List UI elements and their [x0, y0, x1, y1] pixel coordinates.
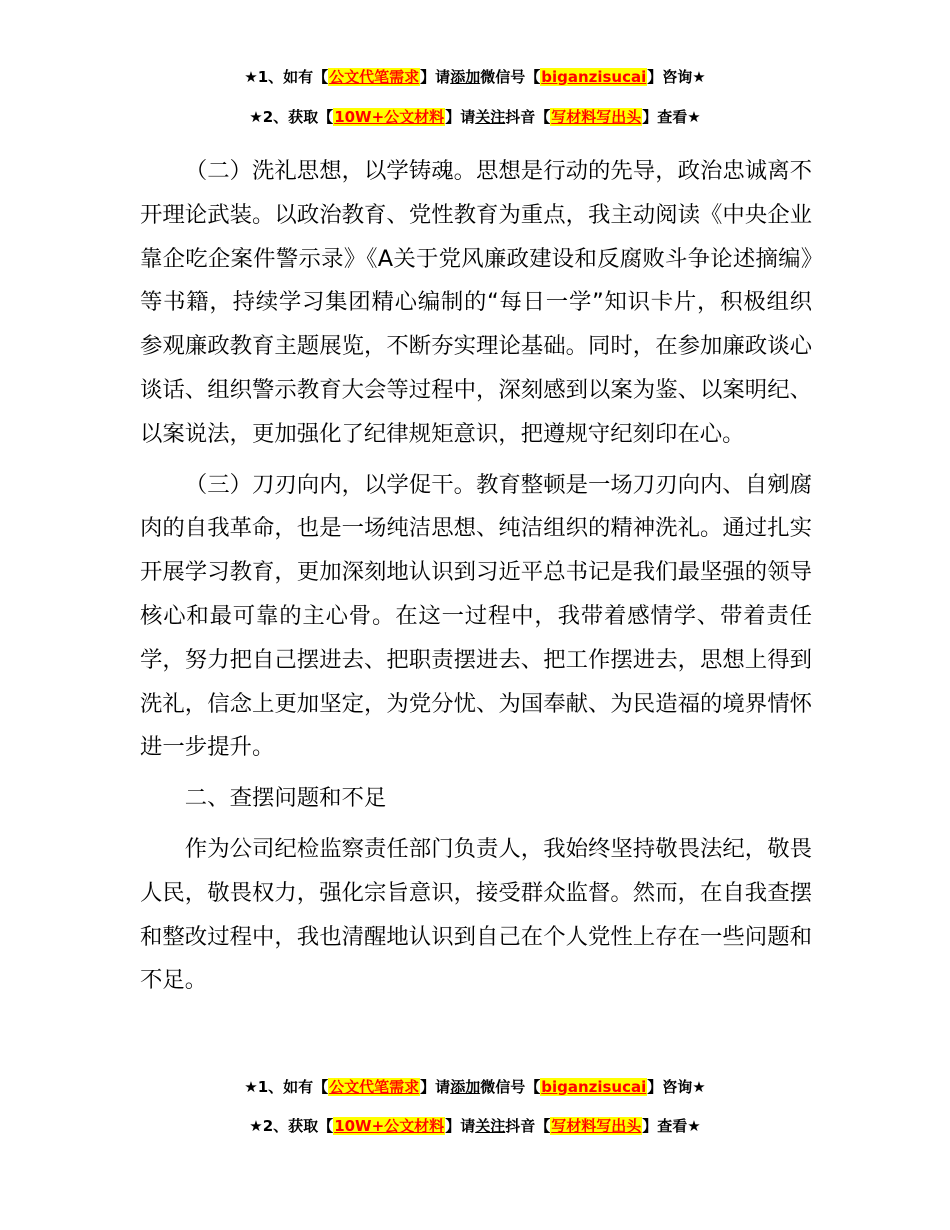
banner-highlight-wechat: biganzisucai	[541, 68, 647, 86]
banner-prefix: ★1、如有【	[244, 1078, 329, 1096]
banner-prefix: ★2、获取【	[249, 1117, 334, 1135]
banner-suffix: 】咨询★	[647, 1078, 706, 1096]
banner-mid: 抖音【	[505, 1117, 551, 1135]
banner-suffix: 】查看★	[642, 1117, 701, 1135]
banner-highlight-service: 公文代笔需求	[329, 1078, 420, 1096]
banner-mid: 】请	[445, 108, 476, 126]
banner-highlight-douyin: 写材料写出头	[551, 108, 642, 126]
banner-mid: 】请	[420, 68, 451, 86]
top-banner-line-2	[0, 106, 950, 128]
bottom-banner-line-1	[0, 1076, 950, 1098]
document-body	[140, 150, 812, 1003]
bottom-banner-line-2	[0, 1115, 950, 1137]
banner-prefix: ★1、如有【	[244, 68, 329, 86]
banner-mid: 抖音【	[505, 108, 551, 126]
banner-mid: 微信号【	[480, 68, 541, 86]
banner-emphasis: 关注	[475, 108, 506, 126]
banner-highlight-douyin: 写材料写出头	[551, 1117, 642, 1135]
banner-highlight-materials: 10W+公文材料	[334, 108, 445, 126]
banner-emphasis: 添加	[450, 68, 481, 86]
banner-mid: 】请	[420, 1078, 451, 1096]
paragraph-self-review: 作为公司纪检监察责任部门负责人，我始终坚持敬畏法纪，敬畏人民，敬畏权力，强化宗旨意识，接受群众监督。然而，在自我查摆和整改过程中，我也清醒地认识到自己在个人党性上存在一些问题和不足。	[140, 835, 812, 994]
section-heading-problems: 二、查摆问题和不足	[184, 785, 387, 812]
banner-prefix: ★2、获取【	[249, 108, 334, 126]
paragraph-blade-inward: （三）刀刃向内，以学促干。教育整顿是一场刀刃向内、自剜腐肉的自我革命，也是一场纯洁思想、纯洁组织的精神洗礼。通过扎实开展学习教育，更加深刻地认识到习近平总书记是我们最坚强的领导核心和最可靠的主心骨。在这一过程中，我带着感情学、带着责任学，努力把自己摆进去、把职责摆进去、把工作摆进去，思想上得到洗礼，信念上更加坚定，为党分忧、为国奉献、为民造福的境界情怀进一步提升。	[140, 471, 812, 761]
banner-highlight-service: 公文代笔需求	[329, 68, 420, 86]
banner-mid: 微信号【	[480, 1078, 541, 1096]
banner-mid: 】请	[445, 1117, 476, 1135]
banner-highlight-wechat: biganzisucai	[541, 1078, 647, 1096]
banner-suffix: 】咨询★	[647, 68, 706, 86]
top-banner-line-1	[0, 66, 950, 88]
banner-suffix: 】查看★	[642, 108, 701, 126]
paragraph-cleanse-thought: （二）洗礼思想，以学铸魂。思想是行动的先导，政治忠诚离不开理论武装。以政治教育、党性教育为重点，我主动阅读《中央企业靠企吃企案件警示录》《A关于党风廉政建设和反腐败斗争论述摘编》等书籍，持续学习集团精心编制的“每日一学”知识卡片，积极组织参观廉政教育主题展览，不断夯实理论基础。同时，在参加廉政谈心谈话、组织警示教育大会等过程中，深刻感到以案为鉴、以案明纪、以案说法，更加强化了纪律规矩意识，把遵规守纪刻印在心。	[140, 158, 812, 447]
banner-emphasis: 添加	[450, 1078, 481, 1096]
banner-highlight-materials: 10W+公文材料	[334, 1117, 445, 1135]
banner-emphasis: 关注	[475, 1117, 506, 1135]
